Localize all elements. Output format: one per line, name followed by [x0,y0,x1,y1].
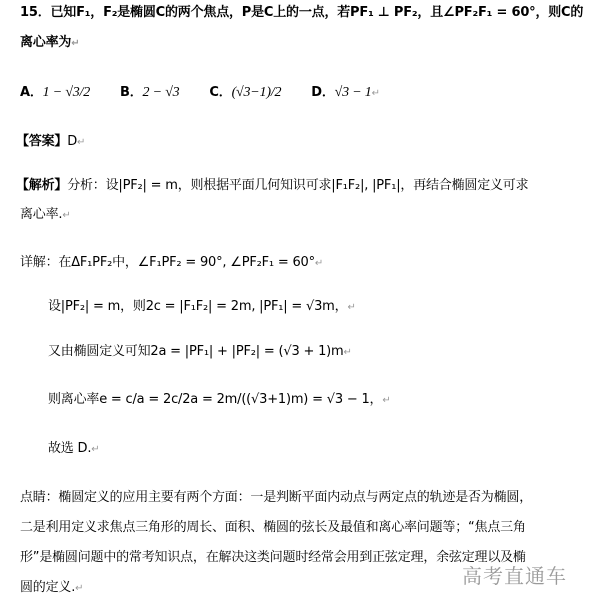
paragraph-mark: ↵ [62,210,71,221]
question-line-1 [20,4,583,22]
option-value: (√3−1)/2 [231,85,282,100]
detail-intro-text: 详解：在ΔF₁PF₂中，∠F₁PF₂ = 90°, ∠PF₂F₁ = 60° [20,255,315,270]
analysis-text: 分析：设|PF₂| = m，则根据平面几何知识可求|F₁F₂|, |PF₁|，再结合椭圆定义可求 [67,178,529,193]
option-a [20,84,90,102]
question-text-2: 离心率为 [20,35,72,50]
question-text: 已知F₁，F₂是椭圆C的两个焦点，P是C上的一点，若PF₁ ⊥ PF₂，且∠PF₂F₁ = 60°，则C的 [50,5,584,20]
paragraph-mark: ↵ [77,137,86,148]
comment-line-3 [20,549,526,567]
step-text: 故选 D. [48,441,92,456]
comment-line-4 [20,579,83,598]
option-b [120,84,179,102]
watermark: 高考直通车 [462,564,567,588]
option-label: D． [311,85,335,100]
paragraph-mark: ↵ [382,395,391,406]
comment-line-1 [20,489,532,507]
options-row [20,84,406,103]
option-c [209,84,281,102]
paragraph-mark: ↵ [371,88,380,99]
step-text: 则离心率e = c/a = 2c/2a = 2m/((√3+1)m) = √3 − 1， [48,392,383,407]
option-label: C． [209,85,232,100]
answer-label: 【答案】 [16,134,68,149]
paragraph-mark: ↵ [91,444,100,455]
analysis-label: 【解析】 [16,178,68,193]
option-value: √3 − 1 [334,85,372,100]
comment-text: 形”是椭圆问题中的常考知识点，在解决这类问题时经常会用到正弦定理，余弦定理以及椭 [20,550,526,565]
comment-line-2 [20,519,526,537]
paragraph-mark: ↵ [75,583,84,594]
option-label: B． [120,85,143,100]
step-text: 设|PF₂| = m，则2c = |F₁F₂| = 2m, |PF₁| = √3m， [48,299,348,314]
detail-step-1 [48,298,356,317]
analysis-line-2 [20,206,71,225]
answer-line [16,133,85,152]
option-value: 2 − √3 [142,85,180,100]
question-line-2 [20,34,79,53]
option-label: A． [20,85,43,100]
option-d [311,84,380,103]
detail-step-4 [48,440,99,459]
analysis-text-2: 离心率. [20,207,63,222]
detail-step-3 [48,391,391,410]
analysis-line-1 [16,177,528,195]
comment-text: 二是利用定义求焦点三角形的周长、面积、椭圆的弦长及最值和离心率问题等；“焦点三角 [20,520,526,535]
paragraph-mark: ↵ [71,38,80,49]
detail-step-2 [48,343,352,362]
paragraph-mark: ↵ [314,258,324,269]
comment-text: 圆的定义. [20,580,76,595]
paragraph-mark: ↵ [343,347,352,358]
question-number: 15． [20,5,51,20]
option-value: 1 − √3/2 [42,85,91,100]
step-text: 又由椭圆定义可知2a = |PF₁| + |PF₂| = (√3 + 1)m [48,344,344,359]
detail-intro [20,254,323,273]
comment-text: 点睛：椭圆定义的应用主要有两个方面：一是判断平面内动点与两定点的轨迹是否为椭圆， [20,490,533,505]
answer-value: D [67,134,78,149]
paragraph-mark: ↵ [347,302,356,313]
